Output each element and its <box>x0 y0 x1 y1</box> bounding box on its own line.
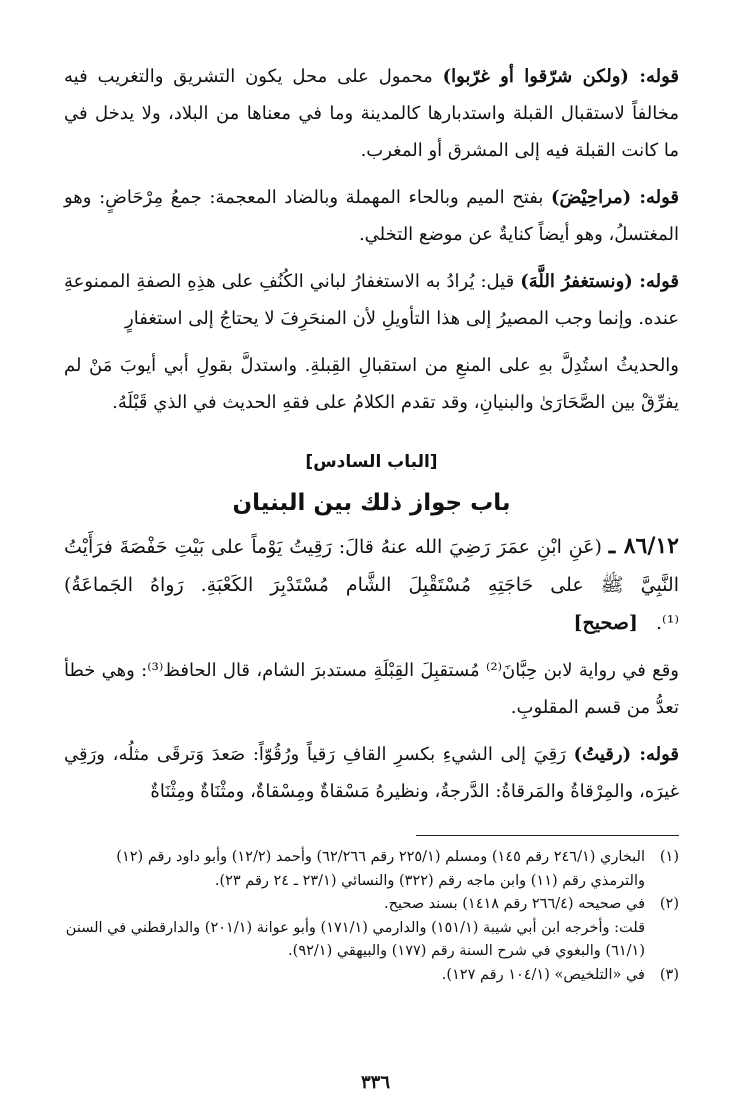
main-text <box>64 58 679 820</box>
hadith-grade: [صحيح] <box>573 612 638 634</box>
footnote-text: البخاري (٢٤٦/١ رقم ١٤٥) ومسلم (٢٢٥/١ رقم ٦٢/٢٦٦) وأحمد (١٢/٢) وأبو داود رقم (١٢) والترمذي رقم (١١) وابن ماجه رقم (٣٢٢) والنسائي (٢٣/١ ـ ٢٤ رقم ٢٣). <box>116 849 645 889</box>
paragraph <box>64 347 679 421</box>
paragraph <box>64 736 679 810</box>
hadith-text: (عَنِ ابْنِ عمَرَ رَضِيَ الله عنهُ قالَ: رَقِيتُ يَوْماً على بَيْتِ حَفْصَةَ فرَأَيْتُ النَّبِيَّ ﷺ على حَاجَتِهِ مُسْتَقْبِلَ الشَّام مُسْتَدْبِرَ الكَعْبَةِ. رَواهُ الجَماعَةُ)⁽¹⁾. <box>64 536 679 634</box>
page-number: ٣٣٦ <box>360 1072 390 1093</box>
paragraph-text: وقع في رواية لابن حِبَّانَ⁽²⁾ مُستقبِلَ القِبْلَةِ مستدبرَ الشام، قال الحافظ⁽³⁾: وهي خطأ تعدُّ من قسم المقلوبِ. <box>64 660 679 718</box>
footnote <box>62 964 679 988</box>
paragraph <box>64 263 679 337</box>
paragraph-text: بفتح الميم وبالحاء المهملة وبالضاد المعجمة: جمعُ مِرْحَاضٍ: وهو المغتسلُ، وهو أيضاً كنايةٌ عن موضع التخلي. <box>64 187 679 245</box>
footnote-text: في صحيحه (٢٦٦/٤ رقم ١٤١٨) بسند صحيح. <box>384 896 645 912</box>
footnotes <box>62 846 679 987</box>
paragraph-text: قيل: يُرادُ به الاستغفارُ لباني الكُنُفِ على هذِهِ الصفةِ الممنوعةِ عنده. وإنما وجب المصيرُ إلى هذا التأويلِ لأن المنحَرِفَ لا يحتاجُ إلى استغفارٍ <box>64 271 679 329</box>
footnote <box>62 846 679 893</box>
paragraph <box>64 58 679 169</box>
footnote-continuation <box>62 917 679 964</box>
paragraph <box>64 652 679 726</box>
paragraph <box>64 179 679 253</box>
hadith-block <box>64 527 679 642</box>
chapter-heading: [الباب السادس] <box>305 452 438 472</box>
paragraph-text: محمول على محل يكون التشريق والتغريب فيه مخالفاً لاستقبال القبلة واستدبارها كالمدينة وما في معناها من البلاد، ولا يدخل في ما كانت القبلة فيه إلى المشرق أو المغرب. <box>64 66 679 161</box>
paragraph-label: قوله: (رقيتُ) <box>573 744 679 765</box>
footnote-text: في «التلخيص» (١٠٤/١ رقم ١٢٧). <box>441 966 645 983</box>
footnote-number: (٣) <box>659 966 679 983</box>
footnote-divider <box>416 835 679 836</box>
paragraph-text: رَقِيَ إلى الشيءِ بكسرِ القافِ رَقياً ورُقُوّاً: صَعدَ وَترقَى مثلُه، ورَقِي غيرَه، والمِرْقاةُ والمَرقاةُ: الدَّرجةُ، ونظيرهُ مَسْقاةٌ ومِسْقاةٌ، ومثْنَاةٌ ومِثْنَاةٌ <box>64 744 679 802</box>
footnote-number: (٢) <box>659 896 679 912</box>
paragraph-label: قوله: (ونستغفرُ اللَّهَ) <box>520 271 679 292</box>
paragraph-label: قوله: (مراحِيْضَ) <box>550 187 680 208</box>
hadith-number: ٨٦/١٢ ـ <box>608 533 679 559</box>
footnote-text: قلت: وأخرجه ابن أبي شيبة (١٥١/١) والدارمي (١٧١/١) وأبو عوانة (٢٠١/١) والدارقطني في السنن (٦١/١) والبغوي في شرح السنة رقم (١٧٧) والبيهقي (٩٢/١). <box>65 919 645 959</box>
paragraph-label: قوله: (ولكن شرّقوا أو غرّبوا) <box>442 66 679 87</box>
paragraph-text: والحديثُ استُدِلَّ بهِ على المنعِ من استقبالِ القِبلةِ. واستدلَّ بقولِ أبي أيوبَ مَنْ لم يفرِّقْ بين الصَّحَارَىٰ والبنيانِ، وقد تقدم الكلامُ على فقهِ الحديث في الذي قَبْلَهُ. <box>64 355 679 413</box>
section-title: باب جواز ذلك بين البنيان <box>232 490 511 516</box>
footnote <box>62 893 679 917</box>
footnote-number: (١) <box>659 849 679 865</box>
